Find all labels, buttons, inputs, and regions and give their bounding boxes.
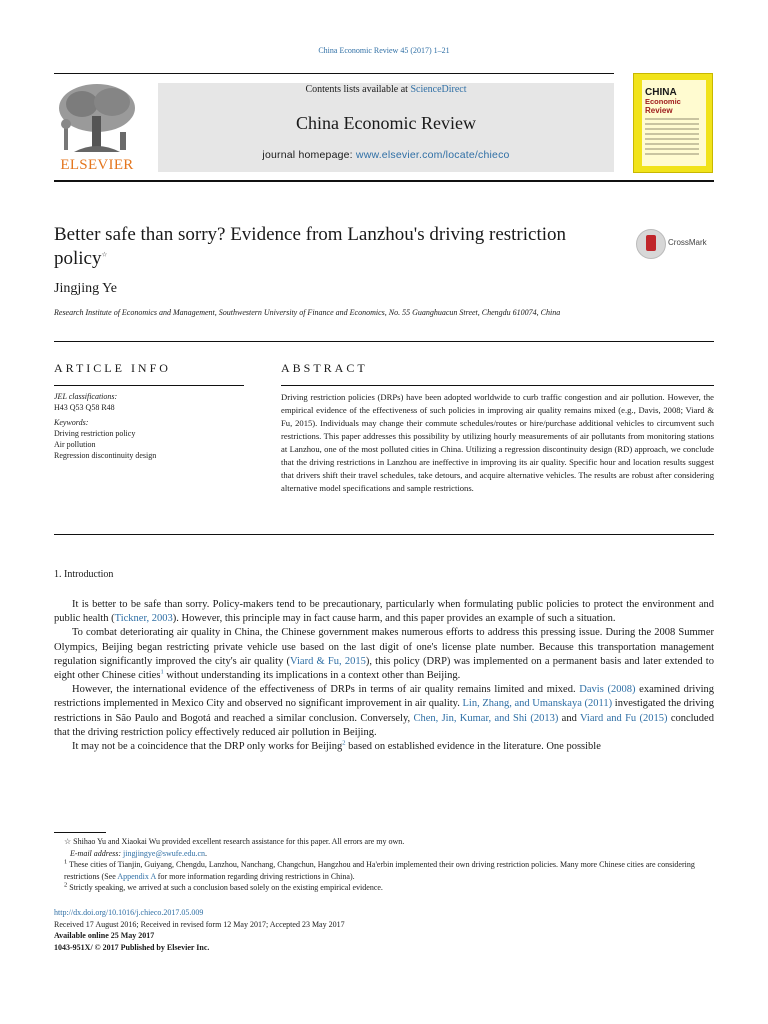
citation-link[interactable]: Viard and Fu (2015) <box>579 712 668 724</box>
keyword-item: Air pollution <box>54 440 96 449</box>
header-top-rule <box>54 73 614 74</box>
text-run: ), this policy (DRP) was implemented on a permanent basis and later extended to eight other Chinese cities <box>54 655 714 682</box>
journal-homepage <box>158 149 614 161</box>
cover-title-china: CHINA <box>645 87 677 98</box>
footnote-ref-2[interactable]: 2 <box>342 739 346 747</box>
journal-reference[interactable]: China Economic Review 45 (2017) 1–21 <box>318 46 450 55</box>
homepage-link[interactable]: www.elsevier.com/locate/chieco <box>355 149 510 161</box>
text-run: ). However, this principle may in fact cause harm, and this paper provides an example of such a situation. <box>172 613 616 625</box>
title-bottom-rule <box>54 341 714 342</box>
contents-prefix: Contents lists available at <box>305 84 411 95</box>
text-run: It is better to be safe than sorry. Policy-makers tend to be precautionary, particularly when formulating public policies to protect the environment and public health ( <box>54 599 714 625</box>
jel-label: JEL classifications: <box>54 392 118 401</box>
intro-paragraph <box>54 683 714 740</box>
footnote-text: for more information regarding driving restrictions in China). <box>155 871 355 881</box>
citation-link[interactable]: Tickner, 2003 <box>114 613 173 625</box>
intro-paragraph <box>54 626 714 683</box>
title-footnote-mark[interactable]: ☆ <box>101 251 108 259</box>
crossmark-label: CrossMark <box>668 238 707 247</box>
footnote-mark: ☆ <box>64 837 72 846</box>
sciencedirect-link[interactable]: ScienceDirect <box>410 84 467 95</box>
author-name: Jingjing Ye <box>54 281 118 296</box>
article-info-block <box>54 391 244 461</box>
journal-title: China Economic Review <box>296 113 476 133</box>
text-run: based on established evidence in the literature. One possible <box>345 741 601 753</box>
cover-title-review: Review <box>645 106 673 115</box>
abstract-heading: ABSTRACT <box>281 361 368 375</box>
footnote-star <box>54 836 714 848</box>
elsevier-tree-logo <box>54 82 140 158</box>
paper-title <box>54 223 624 271</box>
text-run: To combat deteriorating air quality in China, the Chinese government makes numerous efforts to address this pressing issue. During the 2008 Summer Olympics, Beijing began restricting private vehicle use based on the last digit of one's license plate number. Because this transportation management regulation significantly improved the city's air quality ( <box>54 627 714 667</box>
abstract-text: Driving restriction policies (DRPs) have been adopted worldwide to curb traffic congestion and air pollution. However, the empirical evidence of the effectiveness of such policies in improving air quality remains mixed (e.g., Davis, 2008; Viard & Fu, 2015). Individuals may change their commute schedules/routes or hire/purchase additional vehicles to circumvent such restrictions. This paper addresses this possibility by utilizing hourly measurements of air pollutants from monitoring stations at Lanzhou, one of the most polluted cities in China. Utilizing a regression discontinuity design (RD) approach, we conclude that the driving restrictions in Lanzhou are ineffective in improving its air quality. Specific hour and location results suggest that drivers shift their travel schedules, take detours, and acquire alternative vehicles. The results are robust after considering alternative model specifications and sample restrictions. <box>281 392 714 493</box>
text-run: examined driving restrictions implemented in Mexico City and observed no significant improvement in air quality. <box>54 684 714 710</box>
keyword-item: Regression discontinuity design <box>54 451 157 460</box>
citation-link[interactable]: Davis (2008) <box>579 684 636 696</box>
crossmark-icon <box>636 229 666 259</box>
contents-line <box>158 83 614 97</box>
abstract-bottom-rule <box>54 534 714 535</box>
footnote-2 <box>54 882 714 894</box>
text-run: concluded that the driving restriction policy effectively reduced air pollution in Beijing. <box>54 712 714 738</box>
footnote-text: Strictly speaking, we arrived at such a conclusion based solely on the existing empirical evidence. <box>67 883 383 893</box>
cover-title-economic: Economic <box>645 97 681 106</box>
section-heading-introduction: 1. Introduction <box>54 569 114 580</box>
footnote-rule <box>54 832 106 833</box>
journal-banner <box>158 83 614 172</box>
publisher-logo-text: ELSEVIER <box>60 157 134 173</box>
footnote-mark: 2 <box>64 881 68 889</box>
publication-info <box>54 907 454 953</box>
footnote-ref-1[interactable]: 1 <box>160 668 164 676</box>
email-label: E-mail address: <box>70 848 124 858</box>
keywords-label: Keywords: <box>54 418 89 427</box>
received-dates: Received 17 August 2016; Received in revised form 12 May 2017; Accepted 23 May 2017 <box>54 919 345 929</box>
text-run: and <box>558 712 580 724</box>
abstract-rule <box>281 385 714 386</box>
homepage-prefix: journal homepage: <box>262 149 356 161</box>
article-info-rule <box>54 385 244 386</box>
header-bottom-rule <box>54 180 714 182</box>
appendix-link[interactable]: Appendix A <box>117 871 156 881</box>
copyright: 1043-951X/ © 2017 Published by Elsevier Inc. <box>54 942 210 952</box>
intro-paragraph <box>54 740 714 754</box>
citation-link[interactable]: Lin, Zhang, and Umanskaya (2011) <box>462 698 613 710</box>
text-run: However, the international evidence of the effectiveness of DRPs in terms of air quality remains limited and mixed. <box>72 684 580 696</box>
text-run: investigated the driving restrictions in São Paulo and Bogotá and reached a similar conclusion. Conversely, <box>54 698 714 724</box>
jel-codes: H43 Q53 Q58 R48 <box>54 403 115 412</box>
keyword-item: Driving restriction policy <box>54 429 136 438</box>
email-link[interactable]: jingjingye@swufe.edu.cn <box>123 848 206 858</box>
crossmark-badge[interactable] <box>636 229 716 259</box>
doi-link[interactable]: http://dx.doi.org/10.1016/j.chieco.2017.05.009 <box>54 908 204 917</box>
footnote-mark: 1 <box>64 858 68 866</box>
author-affiliation: Research Institute of Economics and Management, Southwestern University of Finance and Economics, No. 55 Guanghuacun Street, Chengdu 610074, China <box>54 308 561 317</box>
available-online: Available online 25 May 2017 <box>54 931 155 941</box>
journal-cover-thumbnail[interactable] <box>633 73 713 173</box>
footnotes <box>54 836 714 894</box>
email-end: . <box>205 848 208 858</box>
cover-text-lines <box>645 118 699 158</box>
introduction-body <box>54 598 714 754</box>
footnote-text: Shihao Yu and Xiaokai Wu provided excellent research assistance for this paper. All errors are my own. <box>71 837 405 846</box>
text-run: without understanding its implications in a context other than Beijing. <box>163 670 461 682</box>
footnote-text: These cities of Tianjin, Guiyang, Chengdu, Lanzhou, Nanchang, Changchun, Hangzhou and Ha'erbin implemented their own driving restriction policies. Many more Chinese cities are considering restrictions (See <box>64 860 695 881</box>
intro-paragraph <box>54 598 714 626</box>
citation-link[interactable]: Chen, Jin, Kumar, and Shi (2013) <box>413 712 559 724</box>
cover-inner <box>642 80 706 166</box>
citation-link[interactable]: Viard & Fu, 2015 <box>290 655 366 667</box>
text-run: It may not be a coincidence that the DRP only works for Beijing <box>72 741 343 753</box>
article-info-heading: ARTICLE INFO <box>54 361 171 375</box>
footnote-1 <box>54 859 714 882</box>
paper-title-text: Better safe than sorry? Evidence from Lanzhou's driving restriction policy <box>54 224 567 269</box>
footnote-email <box>54 848 714 860</box>
